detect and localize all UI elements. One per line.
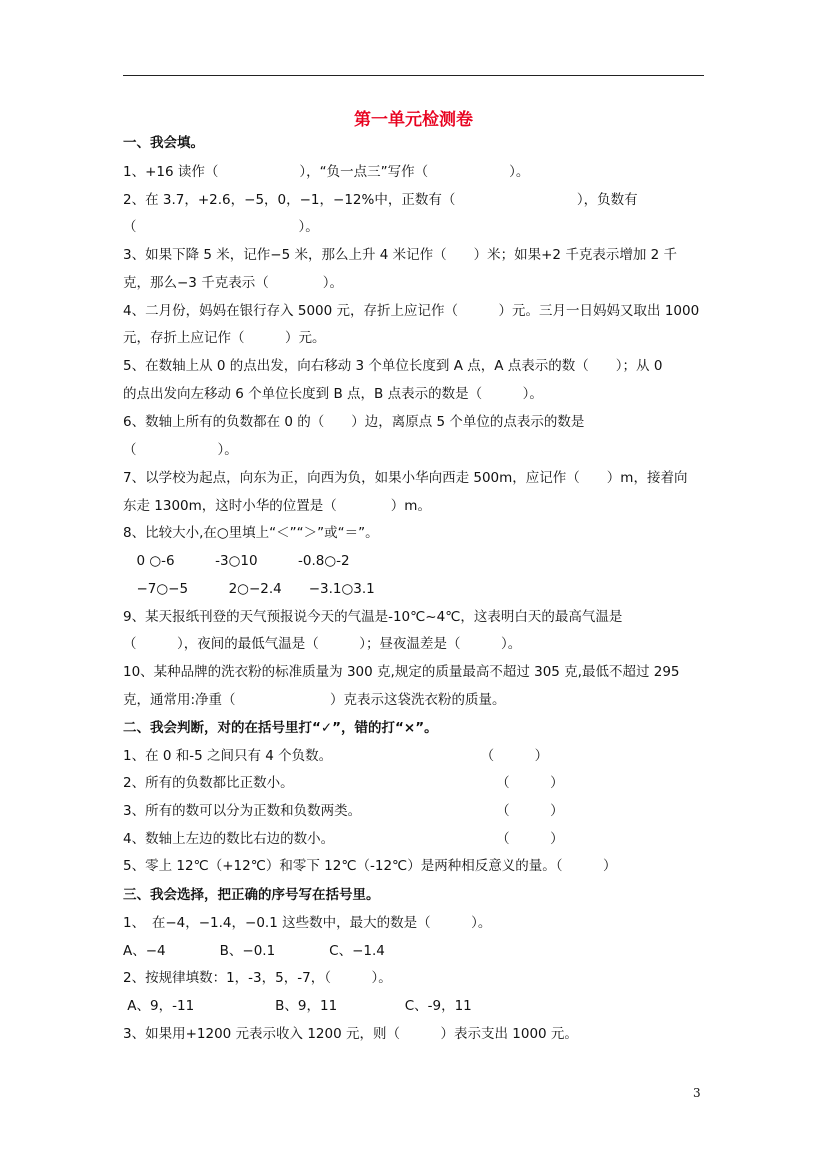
question-line: 6、数轴上所有的负数都在 0 的（ ）边，离原点 5 个单位的点表示的数是 <box>123 414 585 430</box>
judgment-item: 2、所有的负数都比正数小。 （ ） <box>123 775 564 791</box>
question-line: 的点出发向左移动 6 个单位长度到 B 点，B 点表示的数是（ ）。 <box>123 386 543 402</box>
question-line: 克，那么−3 千克表示（ ）。 <box>123 275 343 291</box>
question-line: 10、某种品牌的洗衣粉的标准质量为 300 克,规定的质量最高不超过 305 克,最低不超过 295 <box>123 664 680 680</box>
header-rule <box>123 75 704 76</box>
choice-question: 3、如果用+1200 元表示收入 1200 元，则（ ）表示支出 1000 元。 <box>123 1026 578 1042</box>
question-line: （ ）。 <box>123 219 319 235</box>
section-heading-1: 一、我会填。 <box>123 135 204 151</box>
question-line: 8、比较大小,在○里填上“＜”“＞”或“＝”。 <box>123 525 379 541</box>
section-heading-2: 二、我会判断，对的在括号里打“✓”，错的打“×”。 <box>123 720 438 736</box>
question-line: 5、在数轴上从 0 的点出发，向右移动 3 个单位长度到 A 点，A 点表示的数（ ）；从 0 <box>123 358 663 374</box>
question-line: 2、在 3.7，+2.6，−5，0，−1，−12%中，正数有（ ），负数有 <box>123 192 638 208</box>
question-line: 3、如果下降 5 米，记作−5 米，那么上升 4 米记作（ ）米；如果+2 千克表示增加 2 千 <box>123 247 677 263</box>
question-line: （ ）。 <box>123 442 238 458</box>
question-line: 9、某天报纸刊登的天气预报说今天的气温是-10℃~4℃，这表明白天的最高气温是 <box>123 609 623 625</box>
choice-question: 1、 在−4，−1.4，−0.1 这些数中，最大的数是（ ）。 <box>123 915 492 931</box>
question-line: 7、以学校为起点，向东为正，向西为负，如果小华向西走 500m，应记作（ ）m，接着向 <box>123 470 688 486</box>
choice-options: A、−4 B、−0.1 C、−1.4 <box>123 943 385 959</box>
question-line: 克，通常用:净重（ ）克表示这袋洗衣粉的质量。 <box>123 692 506 708</box>
comparison-row: 0 ○-6 -3○10 -0.8○-2 <box>123 553 350 569</box>
section-heading-3: 三、我会选择，把正确的序号写在括号里。 <box>123 887 380 903</box>
choice-options: A、9，-11 B、9，11 C、-9，11 <box>123 998 472 1014</box>
judgment-item: 3、所有的数可以分为正数和负数两类。 （ ） <box>123 803 564 819</box>
question-line: 4、二月份，妈妈在银行存入 5000 元，存折上应记作（ ）元。三月一日妈妈又取出 1000 <box>123 303 700 319</box>
question-line: （ ），夜间的最低气温是（ ）；昼夜温差是（ ）。 <box>123 636 522 652</box>
choice-question: 2、按规律填数：1，-3，5，-7，（ ）。 <box>123 970 392 986</box>
judgment-item: 1、在 0 和-5 之间只有 4 个负数。 （ ） <box>123 748 549 764</box>
question-line: 东走 1300m，这时小华的位置是（ ）m。 <box>123 498 431 514</box>
page-number: 3 <box>693 1086 701 1100</box>
judgment-item: 4、数轴上左边的数比右边的数小。 （ ） <box>123 831 564 847</box>
question-line: 1、+16 读作（ ），“负一点三”写作（ ）。 <box>123 164 530 180</box>
page-title: 第一单元检测卷 <box>354 110 473 130</box>
comparison-row: −7○−5 2○−2.4 −3.1○3.1 <box>123 581 375 597</box>
judgment-item: 5、零上 12℃（+12℃）和零下 12℃（-12℃）是两种相反意义的量。（ ） <box>123 858 617 874</box>
question-line: 元，存折上应记作（ ）元。 <box>123 330 326 346</box>
